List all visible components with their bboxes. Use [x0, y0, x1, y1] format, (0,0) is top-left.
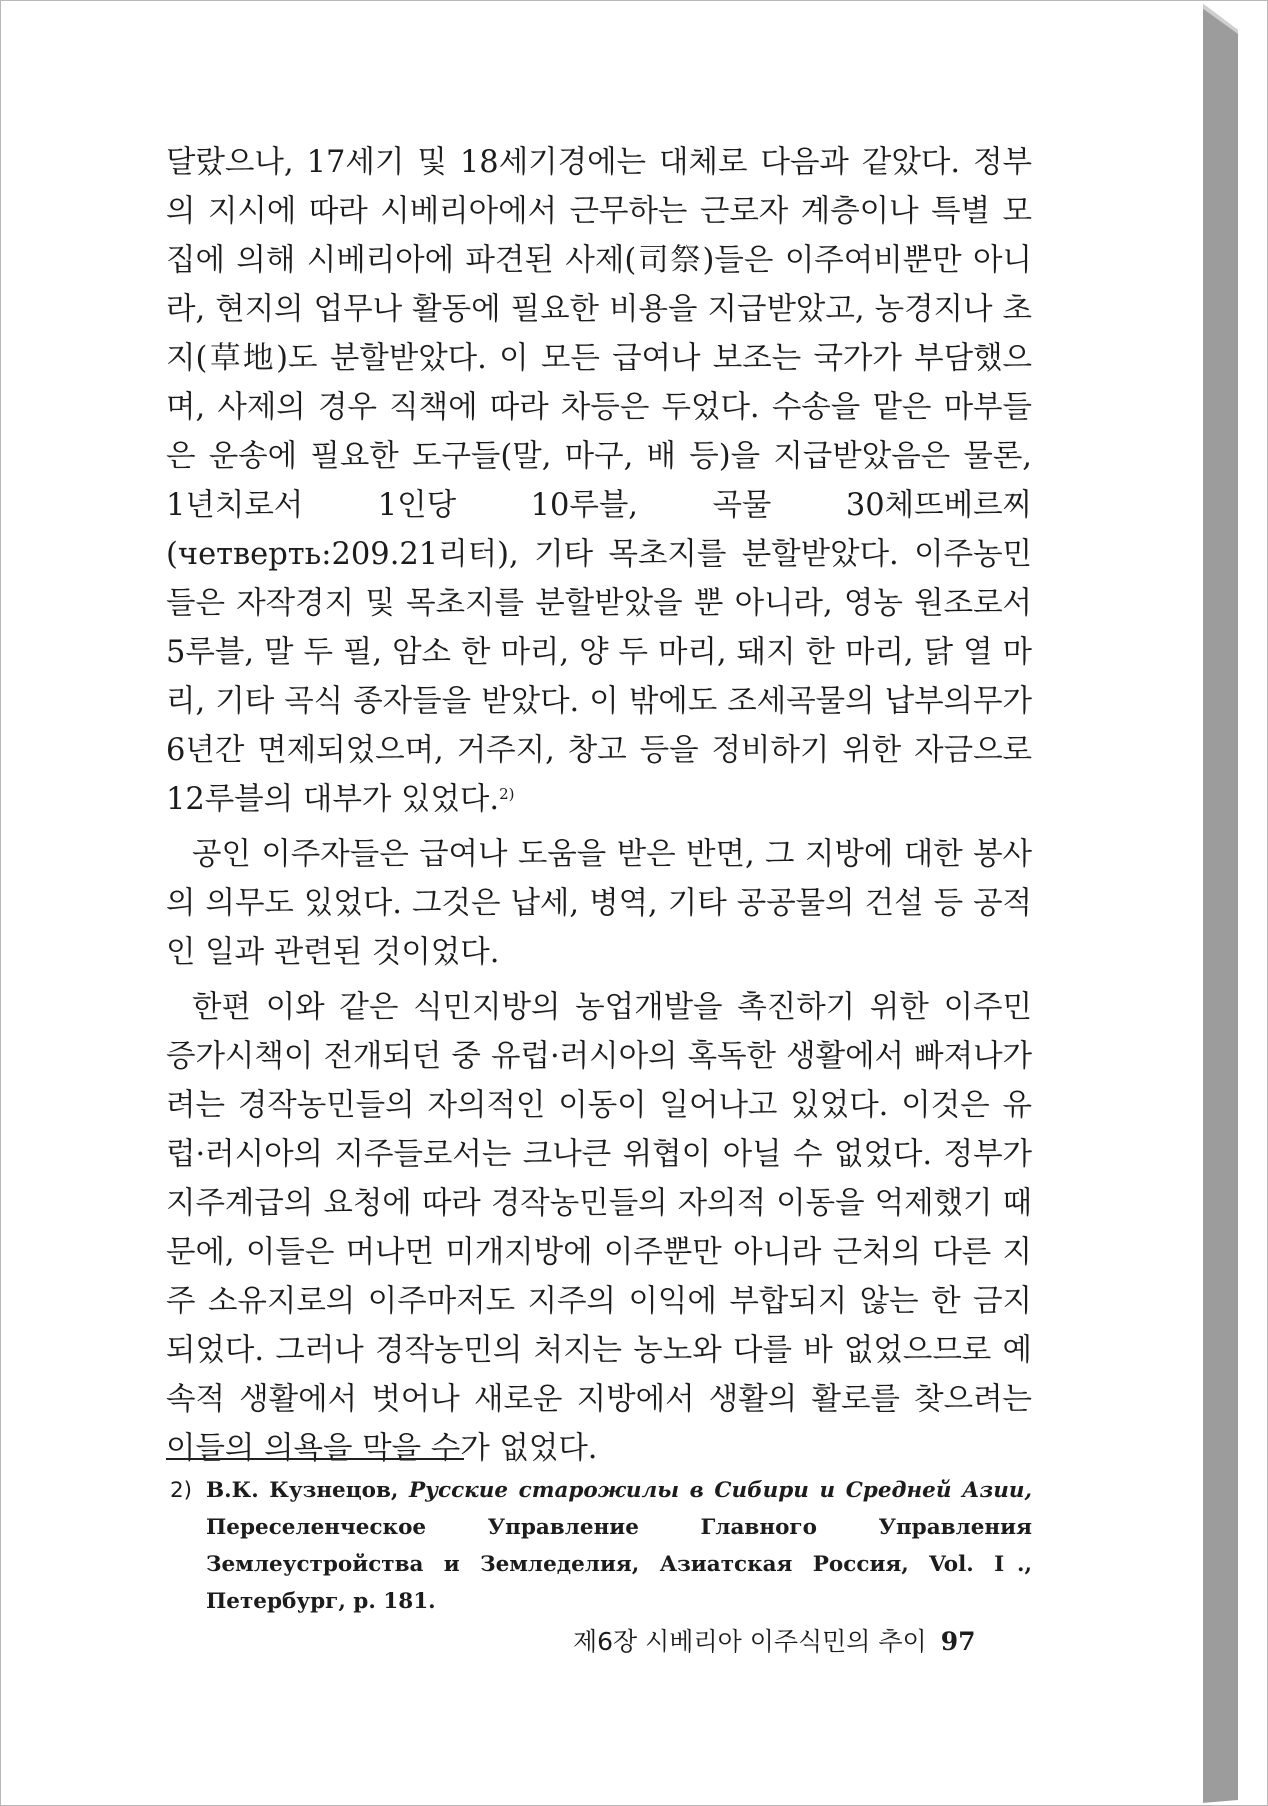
paragraph-3: 한편 이와 같은 식민지방의 농업개발을 촉진하기 위한 이주민 증가시책이 전개되던 중 유럽·러시아의 혹독한 생활에서 빠져나가려는 경작농민들의 자의적인 이동이 일어나고 있었다. 이것은 유럽·러시아의 지주들로서는 크나큰 위협이 아닐 수 없었다. 정부가 지주계급의 요청에 따라 경작농민들의 자의적 이동을 억제했기 때문에, 이들은 머나먼 미개지방에 이주뿐만 아니라 근처의 다른 지주 소유지로의 이주마저도 지주의 이익에 부합되지 않는 한 금지되었다. 그러나 경작농민의 처지는 농노와 다를 바 없었으므로 예속적 생활에서 벗어나 새로운 지방에서 생활의 활로를 찾으려는 이들의 의욕을 막을 수가 없었다. — [166, 990, 1032, 1466]
footnote-divider — [166, 1458, 464, 1460]
body-text — [166, 138, 1032, 1473]
footnote — [166, 1472, 1032, 1620]
paragraph-1-text: 달랐으나, 17세기 및 18세기경에는 대체로 다음과 같았다. 정부의 지시에 따라 시베리아에서 근무하는 근로자 계층이나 특별 모집에 의해 시베리아에 파견된 사제(司祭)들은 이주여비뿐만 아니라, 현지의 업무나 활동에 필요한 비용을 지급받았고, 농경지나 초지(草地)도 분할받았다. 이 모든 급여나 보조는 국가가 부담했으며, 사제의 경우 직책에 따라 차등은 두었다. 수송을 맡은 마부들은 운송에 필요한 도구들(말, 마구, 배 등)을 지급받았음은 물론, 1년치로서 1인당 10루블, 곡물 30체뜨베르찌(четверть:209.21리터), 기타 목초지를 분할받았다. 이주농민들은 자작경지 및 목초지를 분할받았을 뿐 아니라, 영농 원조로서 5루블, 말 두 필, 암소 한 마리, 양 두 마리, 돼지 한 마리, 닭 열 마리, 기타 곡식 종자들을 받았다. 이 밖에도 조세곡물의 납부의무가 6년간 면제되었으며, 거주지, 창고 등을 정비하기 위한 자금으로 12루블의 대부가 있었다. — [166, 145, 1032, 817]
footnote-number: 2) — [170, 1478, 193, 1503]
footnote-publication: Переселенческое Управление Главного Управления Землеустройства и Земледелия, Азиатская Россия, Vol. Ⅰ., Петербург, p. 181. — [206, 1515, 1032, 1614]
page-number: 97 — [940, 1627, 976, 1656]
chapter-title: 제6장 시베리아 이주식민의 추이 — [573, 1627, 927, 1656]
running-footer — [573, 1622, 983, 1658]
footnote-text — [206, 1472, 1032, 1620]
book-page — [3, 3, 1203, 1803]
footnote-book-title: Русские старожилы в Сибири и Средней Азии, — [408, 1478, 1033, 1503]
footnote-author: В.К. Кузнецов, — [206, 1478, 409, 1503]
footnote-ref: 2) — [499, 785, 515, 803]
paragraph-1 — [166, 138, 1032, 824]
paragraph-2: 공인 이주자들은 급여나 도움을 받은 반면, 그 지방에 대한 봉사의 의무도 있었다. 그것은 납세, 병역, 기타 공공물의 건설 등 공적인 일과 관련된 것이었다. — [166, 837, 1032, 970]
